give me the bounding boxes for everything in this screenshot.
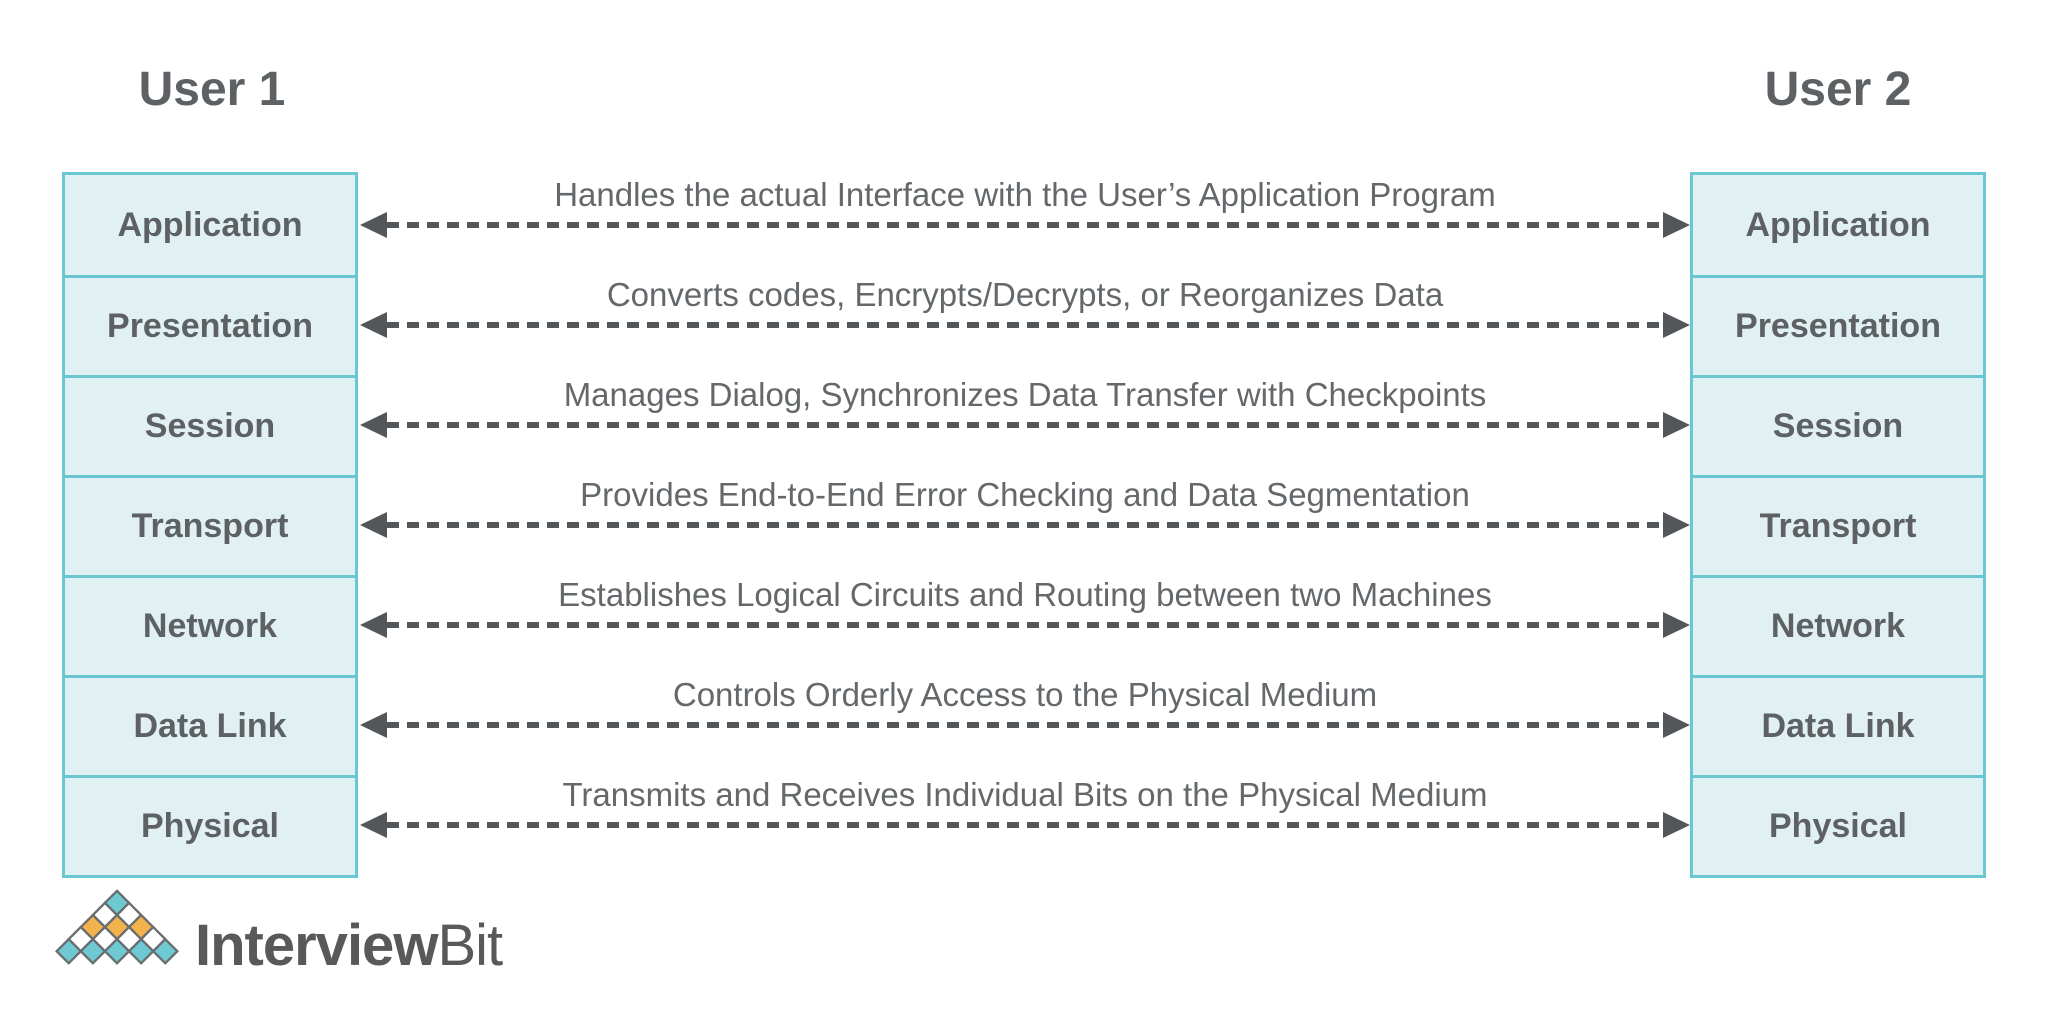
layer-box-datalink: Data Link [65,675,355,775]
connection-row [360,675,1690,775]
bidirectional-arrow [360,712,1690,738]
dashed-line [387,522,1663,528]
dashed-line [387,322,1663,328]
bidirectional-arrow [360,412,1690,438]
connection-row [360,275,1690,375]
layer-description: Establishes Logical Circuits and Routing between two Machines [558,576,1492,613]
arrow-left-head-icon [360,712,387,738]
connection-row [360,375,1690,475]
layer-description: Transmits and Receives Individual Bits on the Physical Medium [562,776,1488,813]
logo-text-bit: Bit [437,913,503,978]
arrow-right-head-icon [1663,612,1690,638]
arrow-right-head-icon [1663,712,1690,738]
arrow-left-head-icon [360,212,387,238]
arrow-left-head-icon [360,412,387,438]
dashed-line [387,622,1663,628]
layer-box-session: Session [1693,375,1983,475]
layer-description: Handles the actual Interface with the User’s Application Program [554,176,1496,213]
arrow-left-head-icon [360,812,387,838]
arrow-right-head-icon [1663,512,1690,538]
logo-wordmark [195,913,503,978]
layer-box-application: Application [117,205,303,244]
layer-box-application: Application [1745,205,1931,244]
layer-box-physical: Physical [65,775,355,875]
bidirectional-arrow [360,212,1690,238]
arrow-right-head-icon [1663,212,1690,238]
osi-stack-left [62,172,358,878]
connection-row [360,775,1690,875]
layer-box-physical: Physical [1693,775,1983,875]
arrow-left-head-icon [360,512,387,538]
user2-title: User 2 [1764,63,1912,116]
arrow-right-head-icon [1663,412,1690,438]
layer-description: Provides End-to-End Error Checking and Data Segmentation [580,476,1470,513]
layer-connections [360,175,1690,875]
layer-box-session: Session [65,375,355,475]
layer-box-network: Network [65,575,355,675]
layer-description: Converts codes, Encrypts/Decrypts, or Reorganizes Data [606,276,1444,313]
dashed-line [387,822,1663,828]
arrow-right-head-icon [1663,312,1690,338]
connection-row [360,175,1690,275]
bidirectional-arrow [360,812,1690,838]
layer-box-presentation: Presentation [1693,275,1983,375]
layer-description: Manages Dialog, Synchronizes Data Transfer with Checkpoints [563,376,1487,413]
diamond-pyramid-icon [50,889,184,967]
user1-title: User 1 [138,63,286,116]
dashed-line [387,422,1663,428]
bidirectional-arrow [360,612,1690,638]
logo-text-interview: Interview [195,913,438,978]
layer-box-transport: Transport [65,475,355,575]
interviewbit-logo [50,889,503,978]
connection-row [360,475,1690,575]
dashed-line [387,222,1663,228]
dashed-line [387,722,1663,728]
arrow-left-head-icon [360,312,387,338]
layer-box-datalink: Data Link [1693,675,1983,775]
layer-description: Controls Orderly Access to the Physical Medium [672,676,1378,713]
bidirectional-arrow [360,512,1690,538]
osi-stack-right [1690,172,1986,878]
arrow-right-head-icon [1663,812,1690,838]
arrow-left-head-icon [360,612,387,638]
layer-box-network: Network [1693,575,1983,675]
bidirectional-arrow [360,312,1690,338]
connection-row [360,575,1690,675]
layer-box-transport: Transport [1693,475,1983,575]
layer-box-presentation: Presentation [65,275,355,375]
